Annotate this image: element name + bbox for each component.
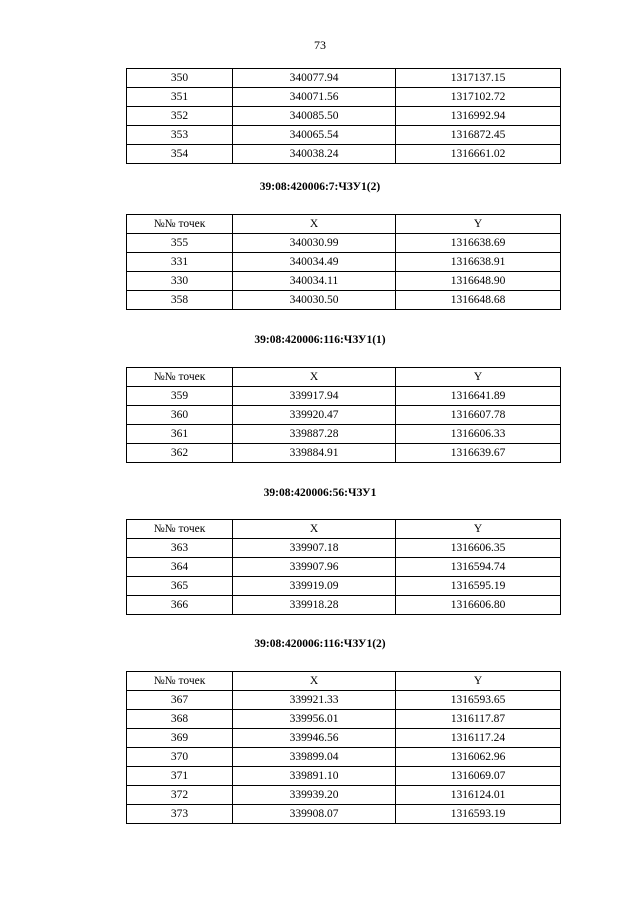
y-cell: 1316062.96: [396, 748, 561, 767]
column-header-points: №№ точек: [127, 672, 233, 691]
column-header-y: Y: [396, 368, 561, 387]
x-cell: 340085.50: [233, 107, 396, 126]
x-cell: 340030.50: [233, 291, 396, 310]
y-cell: 1316641.89: [396, 387, 561, 406]
y-cell: 1316593.65: [396, 691, 561, 710]
table-row: [127, 387, 561, 406]
table-row: [127, 253, 561, 272]
point-number-cell: 363: [127, 539, 233, 558]
y-cell: 1316606.33: [396, 425, 561, 444]
point-number-cell: 372: [127, 786, 233, 805]
point-number-cell: 361: [127, 425, 233, 444]
coordinates-table: [126, 671, 561, 824]
point-number-cell: 360: [127, 406, 233, 425]
y-cell: 1316594.74: [396, 558, 561, 577]
x-cell: 339899.04: [233, 748, 396, 767]
point-number-cell: 352: [127, 107, 233, 126]
coordinates-table: [126, 519, 561, 615]
x-cell: 339884.91: [233, 444, 396, 463]
column-header-x: X: [233, 215, 396, 234]
y-cell: 1316069.07: [396, 767, 561, 786]
table-row: [127, 748, 561, 767]
x-cell: 339939.20: [233, 786, 396, 805]
column-header-y: Y: [396, 215, 561, 234]
point-number-cell: 354: [127, 145, 233, 164]
point-number-cell: 359: [127, 387, 233, 406]
point-number-cell: 364: [127, 558, 233, 577]
x-cell: 339907.96: [233, 558, 396, 577]
table-row: [127, 69, 561, 88]
x-cell: 340034.11: [233, 272, 396, 291]
x-cell: 339918.28: [233, 596, 396, 615]
column-header-x: X: [233, 672, 396, 691]
point-number-cell: 330: [127, 272, 233, 291]
point-number-cell: 350: [127, 69, 233, 88]
y-cell: 1316606.80: [396, 596, 561, 615]
y-cell: 1316606.35: [396, 539, 561, 558]
x-cell: 340071.56: [233, 88, 396, 107]
point-number-cell: 365: [127, 577, 233, 596]
x-cell: 340077.94: [233, 69, 396, 88]
section-title: 39:08:420006:116:ЧЗУ1(2): [254, 638, 386, 650]
section-title: 39:08:420006:116:ЧЗУ1(1): [254, 334, 386, 346]
y-cell: 1316992.94: [396, 107, 561, 126]
table-row: [127, 107, 561, 126]
table-row: [127, 272, 561, 291]
table-row: [127, 406, 561, 425]
table-row: [127, 691, 561, 710]
table-row: [127, 805, 561, 824]
point-number-cell: 362: [127, 444, 233, 463]
table-row: [127, 558, 561, 577]
y-cell: 1316648.68: [396, 291, 561, 310]
table-row: [127, 145, 561, 164]
point-number-cell: 368: [127, 710, 233, 729]
y-cell: 1316117.24: [396, 729, 561, 748]
x-cell: 339921.33: [233, 691, 396, 710]
table-header-row: [127, 368, 561, 387]
point-number-cell: 367: [127, 691, 233, 710]
point-number-cell: 373: [127, 805, 233, 824]
point-number-cell: 355: [127, 234, 233, 253]
y-cell: 1316607.78: [396, 406, 561, 425]
x-cell: 339919.09: [233, 577, 396, 596]
table-row: [127, 425, 561, 444]
y-cell: 1316638.69: [396, 234, 561, 253]
x-cell: 339917.94: [233, 387, 396, 406]
y-cell: 1317137.15: [396, 69, 561, 88]
y-cell: 1317102.72: [396, 88, 561, 107]
point-number-cell: 331: [127, 253, 233, 272]
column-header-points: №№ точек: [127, 520, 233, 539]
section-title: 39:08:420006:56:ЧЗУ1: [263, 487, 377, 499]
y-cell: 1316124.01: [396, 786, 561, 805]
y-cell: 1316117.87: [396, 710, 561, 729]
table-row: [127, 539, 561, 558]
point-number-cell: 366: [127, 596, 233, 615]
x-cell: 339908.07: [233, 805, 396, 824]
table-row: [127, 577, 561, 596]
x-cell: 339891.10: [233, 767, 396, 786]
table-row: [127, 710, 561, 729]
table-row: [127, 729, 561, 748]
table-header-row: [127, 672, 561, 691]
x-cell: 340030.99: [233, 234, 396, 253]
x-cell: 339887.28: [233, 425, 396, 444]
x-cell: 339946.56: [233, 729, 396, 748]
column-header-x: X: [233, 520, 396, 539]
point-number-cell: 371: [127, 767, 233, 786]
y-cell: 1316661.02: [396, 145, 561, 164]
column-header-points: №№ точек: [127, 368, 233, 387]
column-header-x: X: [233, 368, 396, 387]
point-number-cell: 351: [127, 88, 233, 107]
point-number-cell: 369: [127, 729, 233, 748]
column-header-points: №№ точек: [127, 215, 233, 234]
table-row: [127, 234, 561, 253]
table-row: [127, 291, 561, 310]
page-number: 73: [314, 38, 326, 52]
y-cell: 1316872.45: [396, 126, 561, 145]
table-header-row: [127, 215, 561, 234]
y-cell: 1316638.91: [396, 253, 561, 272]
x-cell: 340034.49: [233, 253, 396, 272]
coordinates-table-continued: [126, 68, 561, 164]
coordinates-table: [126, 214, 561, 310]
table-row: [127, 767, 561, 786]
x-cell: 339956.01: [233, 710, 396, 729]
point-number-cell: 353: [127, 126, 233, 145]
y-cell: 1316648.90: [396, 272, 561, 291]
x-cell: 340065.54: [233, 126, 396, 145]
y-cell: 1316595.19: [396, 577, 561, 596]
table-row: [127, 126, 561, 145]
column-header-y: Y: [396, 672, 561, 691]
section-title: 39:08:420006:7:ЧЗУ1(2): [259, 181, 381, 193]
coordinates-table: [126, 367, 561, 463]
table-row: [127, 596, 561, 615]
table-row: [127, 786, 561, 805]
table-row: [127, 88, 561, 107]
y-cell: 1316639.67: [396, 444, 561, 463]
table-row: [127, 444, 561, 463]
column-header-y: Y: [396, 520, 561, 539]
point-number-cell: 358: [127, 291, 233, 310]
x-cell: 339907.18: [233, 539, 396, 558]
x-cell: 340038.24: [233, 145, 396, 164]
y-cell: 1316593.19: [396, 805, 561, 824]
x-cell: 339920.47: [233, 406, 396, 425]
point-number-cell: 370: [127, 748, 233, 767]
table-header-row: [127, 520, 561, 539]
